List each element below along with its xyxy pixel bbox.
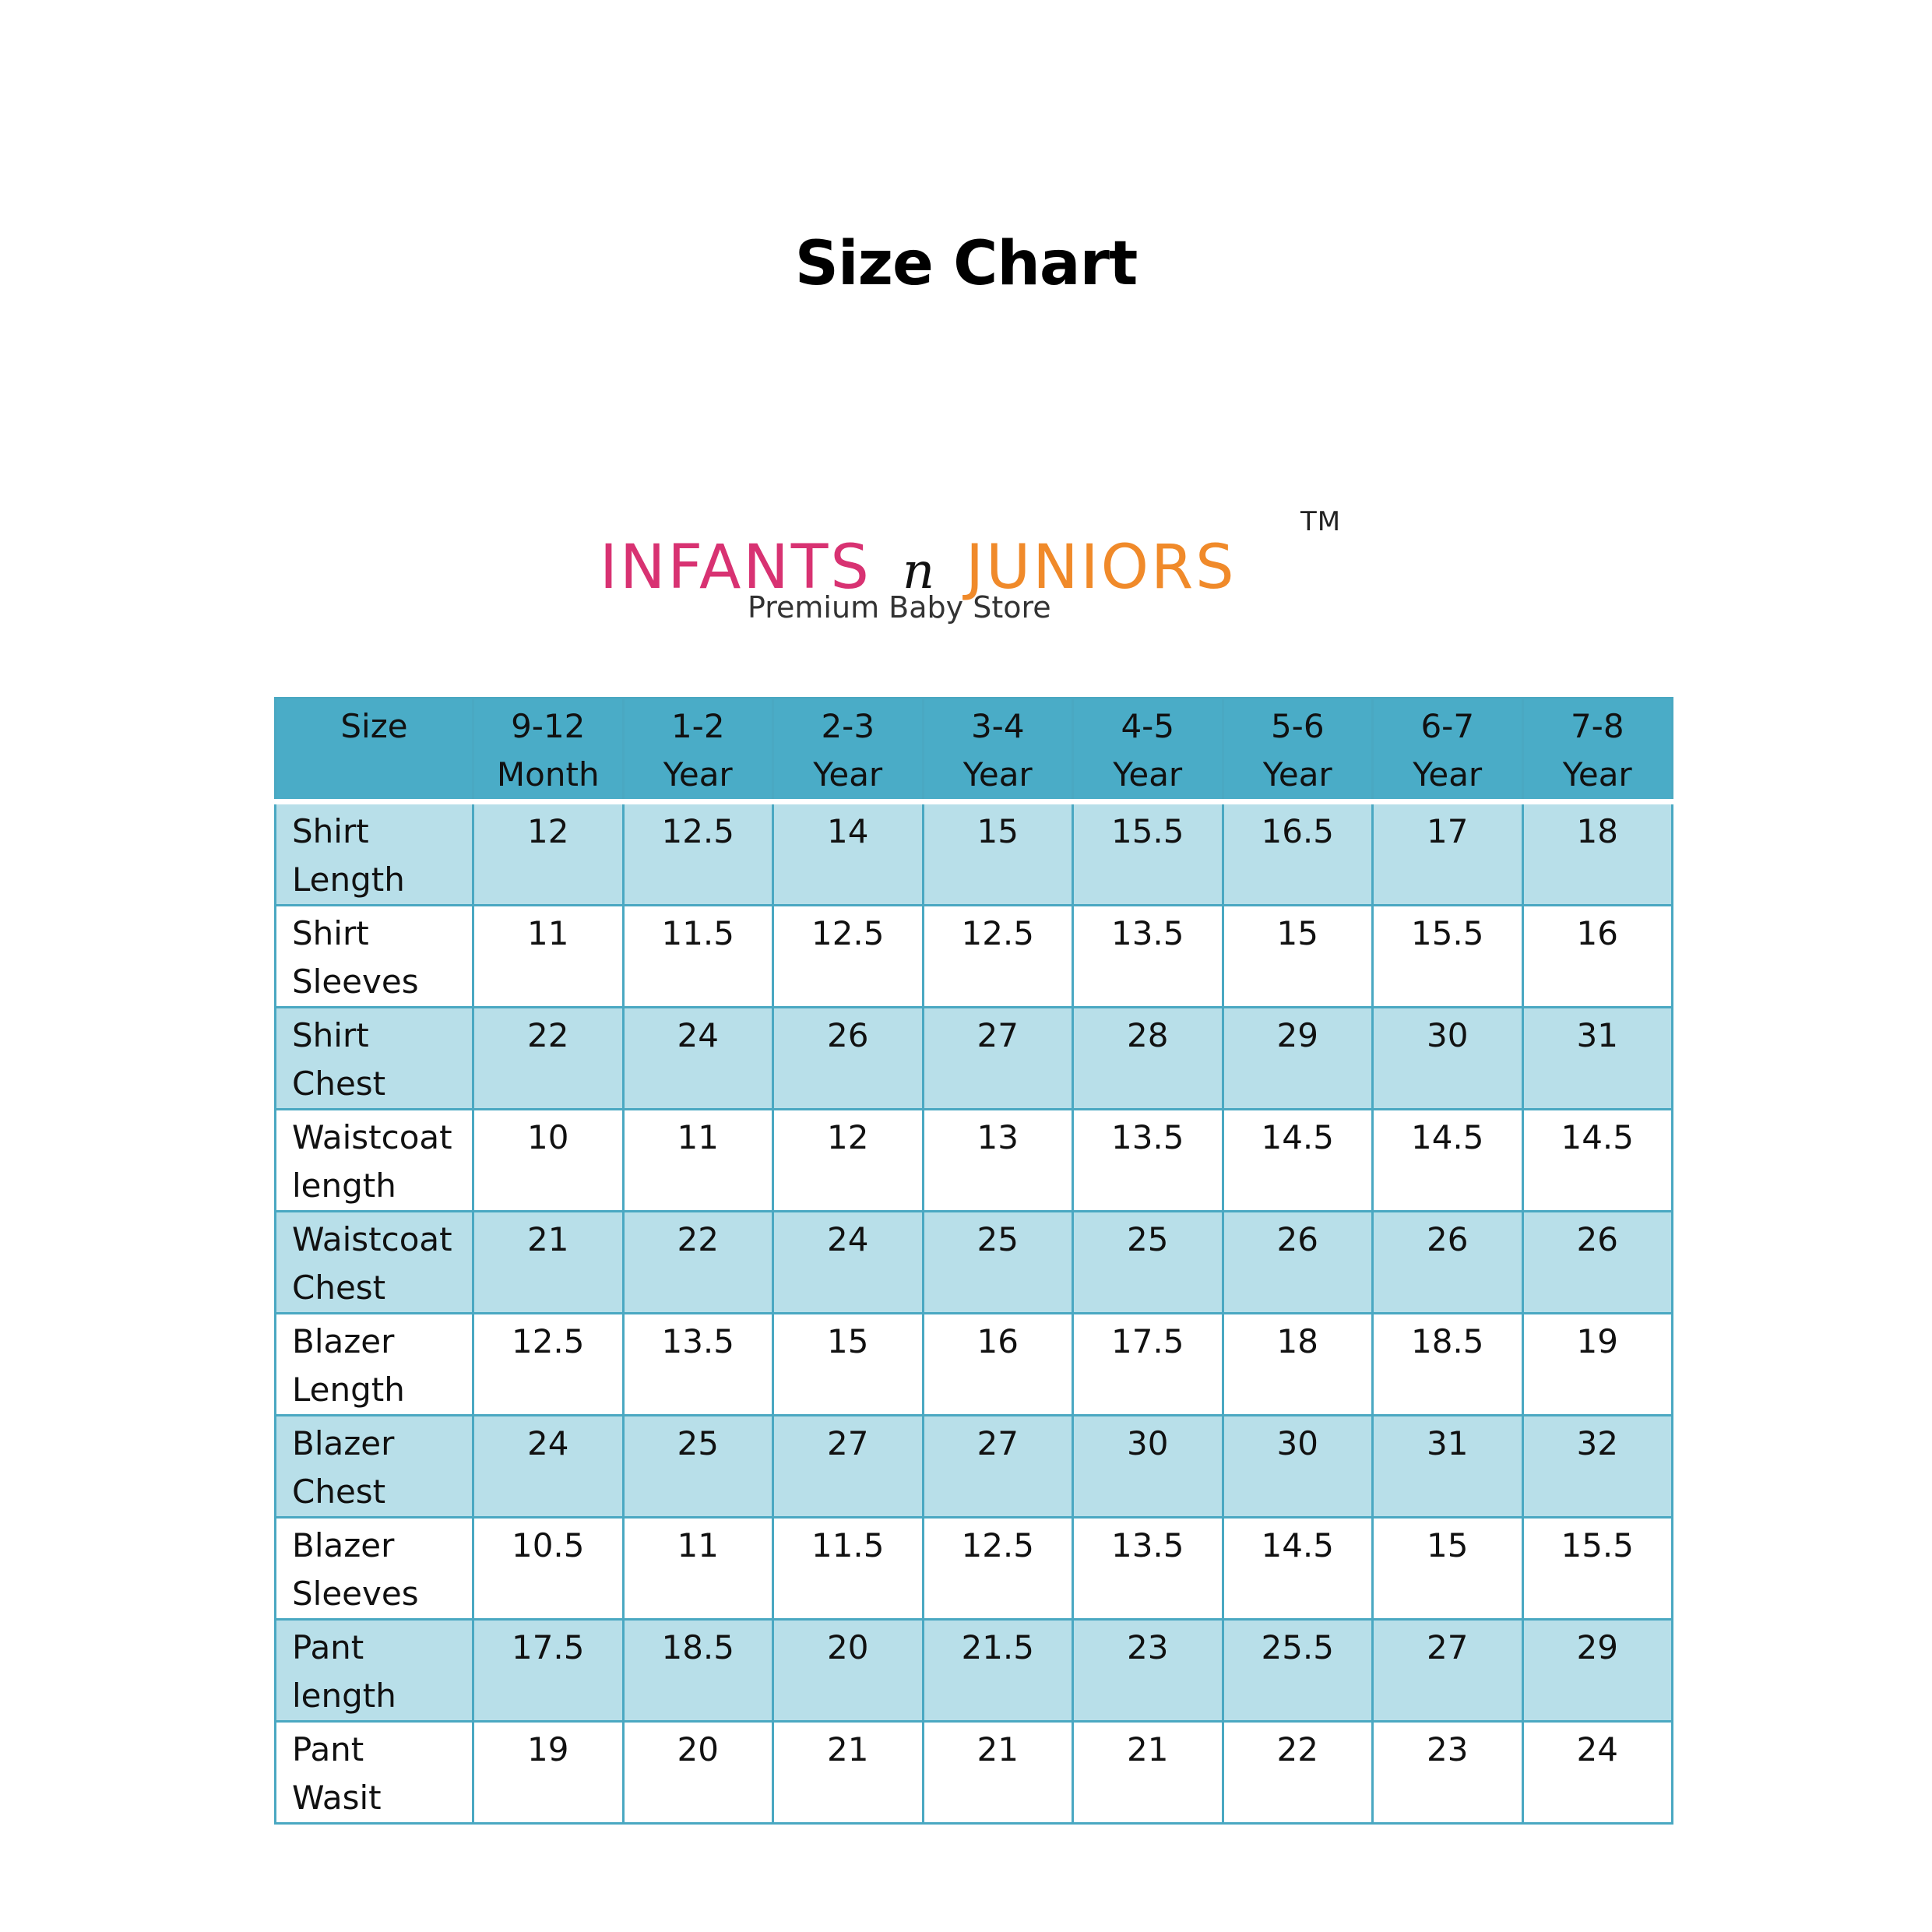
header-column — [1373, 699, 1523, 802]
header-age-unit: Year — [663, 755, 733, 794]
row-label-garment: Waistcoat — [292, 1118, 452, 1156]
table-cell: 27 — [1373, 1620, 1523, 1722]
table-cell: 16 — [923, 1314, 1073, 1416]
header-age-unit: Year — [962, 755, 1033, 794]
table-cell: 18 — [1522, 802, 1673, 906]
row-label-garment: Blazer — [292, 1526, 395, 1564]
row-label-measure: Sleeves — [292, 962, 419, 1001]
table-cell: 15 — [773, 1314, 924, 1416]
table-cell: 15 — [1373, 1518, 1523, 1620]
row-label-garment: Shirt — [292, 812, 369, 850]
table-cell: 18 — [1223, 1314, 1373, 1416]
row-label-garment: Shirt — [292, 1016, 369, 1054]
table-cell: 21 — [773, 1722, 924, 1824]
table-cell: 29 — [1522, 1620, 1673, 1722]
table-header-row — [276, 699, 1673, 802]
table-row — [276, 1110, 1673, 1212]
table-cell: 27 — [773, 1416, 924, 1518]
table-cell: 24 — [773, 1212, 924, 1314]
header-column — [923, 699, 1073, 802]
brand-logo — [0, 506, 1932, 646]
table-cell: 25.5 — [1223, 1620, 1373, 1722]
table-cell: 26 — [1522, 1212, 1673, 1314]
header-column — [473, 699, 624, 802]
table-cell: 11.5 — [773, 1518, 924, 1620]
table-cell: 12 — [473, 802, 624, 906]
table-row — [276, 1008, 1673, 1110]
row-label-measure: Sleeves — [292, 1575, 419, 1613]
header-column — [1522, 699, 1673, 802]
table-cell: 13.5 — [623, 1314, 773, 1416]
table-body — [276, 802, 1673, 1824]
table-cell: 24 — [1522, 1722, 1673, 1824]
table-cell: 12 — [773, 1110, 924, 1212]
row-label-measure: length — [292, 1677, 396, 1715]
table-cell: 15.5 — [1522, 1518, 1673, 1620]
table-row — [276, 1518, 1673, 1620]
row-label — [276, 1416, 473, 1518]
table-row — [276, 802, 1673, 906]
table-cell: 17.5 — [473, 1620, 624, 1722]
row-label — [276, 1314, 473, 1416]
table-cell: 15.5 — [1073, 802, 1223, 906]
row-label-measure: length — [292, 1167, 396, 1205]
table-cell: 16.5 — [1223, 802, 1373, 906]
row-label-measure: Chest — [292, 1269, 386, 1307]
table-cell: 31 — [1522, 1008, 1673, 1110]
logo-brand-right: JUNIORS — [966, 533, 1237, 603]
header-age-unit: Year — [1113, 755, 1183, 794]
table-cell: 13 — [923, 1110, 1073, 1212]
table-cell: 21 — [1073, 1722, 1223, 1824]
table-cell: 24 — [623, 1008, 773, 1110]
header-age-range: 2-3 — [821, 707, 875, 745]
table-cell: 10 — [473, 1110, 624, 1212]
logo-brand-left: INFANTS — [600, 533, 871, 603]
table-cell: 17 — [1373, 802, 1523, 906]
table-cell: 12.5 — [923, 1518, 1073, 1620]
table-cell: 12.5 — [473, 1314, 624, 1416]
table-cell: 27 — [923, 1008, 1073, 1110]
table-cell: 29 — [1223, 1008, 1373, 1110]
table-cell: 14.5 — [1522, 1110, 1673, 1212]
table-cell: 11 — [623, 1110, 773, 1212]
header-age-range: 4-5 — [1121, 707, 1175, 745]
table-cell: 20 — [773, 1620, 924, 1722]
table-cell: 26 — [1223, 1212, 1373, 1314]
table-cell: 10.5 — [473, 1518, 624, 1620]
table-row — [276, 1722, 1673, 1824]
table-cell: 22 — [623, 1212, 773, 1314]
table-cell: 30 — [1373, 1008, 1523, 1110]
table-cell: 12.5 — [773, 906, 924, 1008]
header-column — [623, 699, 773, 802]
row-label — [276, 802, 473, 906]
table-cell: 21.5 — [923, 1620, 1073, 1722]
table-cell: 15.5 — [1373, 906, 1523, 1008]
table-cell: 30 — [1073, 1416, 1223, 1518]
table-cell: 19 — [1522, 1314, 1673, 1416]
row-label-measure: Length — [292, 1371, 405, 1409]
header-size: Size — [276, 699, 473, 802]
table-cell: 26 — [1373, 1212, 1523, 1314]
table-cell: 11.5 — [623, 906, 773, 1008]
header-age-unit: Year — [1413, 755, 1483, 794]
table-cell: 17.5 — [1073, 1314, 1223, 1416]
row-label — [276, 1212, 473, 1314]
table-cell: 18.5 — [1373, 1314, 1523, 1416]
table-cell: 32 — [1522, 1416, 1673, 1518]
header-age-range: 5-6 — [1270, 707, 1325, 745]
row-label-garment: Blazer — [292, 1322, 395, 1360]
table-cell: 21 — [473, 1212, 624, 1314]
table-row — [276, 1212, 1673, 1314]
header-age-unit: Year — [813, 755, 883, 794]
table-cell: 25 — [1073, 1212, 1223, 1314]
table-cell: 11 — [623, 1518, 773, 1620]
row-label — [276, 1110, 473, 1212]
header-column — [1073, 699, 1223, 802]
logo-brand-mid: n — [902, 543, 935, 600]
row-label-garment: Pant — [292, 1730, 364, 1768]
row-label-measure: Wasit — [292, 1779, 382, 1817]
header-age-range: 6-7 — [1420, 707, 1475, 745]
header-column — [773, 699, 924, 802]
table-cell: 22 — [473, 1008, 624, 1110]
row-label — [276, 906, 473, 1008]
table-cell: 21 — [923, 1722, 1073, 1824]
table-cell: 12.5 — [623, 802, 773, 906]
header-age-range: 3-4 — [970, 707, 1025, 745]
row-label — [276, 1008, 473, 1110]
row-label-garment: Pant — [292, 1628, 364, 1666]
table-row — [276, 906, 1673, 1008]
table-cell: 18.5 — [623, 1620, 773, 1722]
table-cell: 13.5 — [1073, 1110, 1223, 1212]
header-age-unit: Year — [1262, 755, 1332, 794]
logo-trademark: TM — [1300, 506, 1342, 537]
logo-tagline: Premium Baby Store — [748, 590, 1051, 625]
size-chart-table — [274, 697, 1673, 1825]
table-cell: 24 — [473, 1416, 624, 1518]
table-cell: 19 — [473, 1722, 624, 1824]
table-cell: 20 — [623, 1722, 773, 1824]
row-label-garment: Blazer — [292, 1424, 395, 1462]
table-row — [276, 1416, 1673, 1518]
table-cell: 28 — [1073, 1008, 1223, 1110]
table-cell: 31 — [1373, 1416, 1523, 1518]
row-label-measure: Length — [292, 860, 405, 899]
header-age-range: 9-12 — [511, 707, 586, 745]
table-cell: 27 — [923, 1416, 1073, 1518]
header-column — [1223, 699, 1373, 802]
header-age-range: 1-2 — [670, 707, 725, 745]
table-cell: 16 — [1522, 906, 1673, 1008]
table-cell: 13.5 — [1073, 1518, 1223, 1620]
table-cell: 30 — [1223, 1416, 1373, 1518]
table-row — [276, 1620, 1673, 1722]
table-cell: 26 — [773, 1008, 924, 1110]
table-cell: 11 — [473, 906, 624, 1008]
table-cell: 25 — [923, 1212, 1073, 1314]
table-cell: 14.5 — [1223, 1110, 1373, 1212]
table-row — [276, 1314, 1673, 1416]
row-label-measure: Chest — [292, 1473, 386, 1511]
header-age-unit: Year — [1562, 755, 1632, 794]
table-cell: 13.5 — [1073, 906, 1223, 1008]
header-age-unit: Month — [496, 755, 600, 794]
table-cell: 25 — [623, 1416, 773, 1518]
table-cell: 14 — [773, 802, 924, 906]
row-label-garment: Shirt — [292, 914, 369, 952]
table-cell: 12.5 — [923, 906, 1073, 1008]
page-title: Size Chart — [794, 229, 1138, 299]
table-cell: 23 — [1073, 1620, 1223, 1722]
table-cell: 14.5 — [1223, 1518, 1373, 1620]
row-label-garment: Waistcoat — [292, 1220, 452, 1258]
row-label — [276, 1620, 473, 1722]
table-cell: 15 — [923, 802, 1073, 906]
table-cell: 22 — [1223, 1722, 1373, 1824]
table-cell: 23 — [1373, 1722, 1523, 1824]
table-cell: 14.5 — [1373, 1110, 1523, 1212]
header-age-range: 7-8 — [1570, 707, 1624, 745]
row-label-measure: Chest — [292, 1065, 386, 1103]
table-cell: 15 — [1223, 906, 1373, 1008]
row-label — [276, 1518, 473, 1620]
row-label — [276, 1722, 473, 1824]
